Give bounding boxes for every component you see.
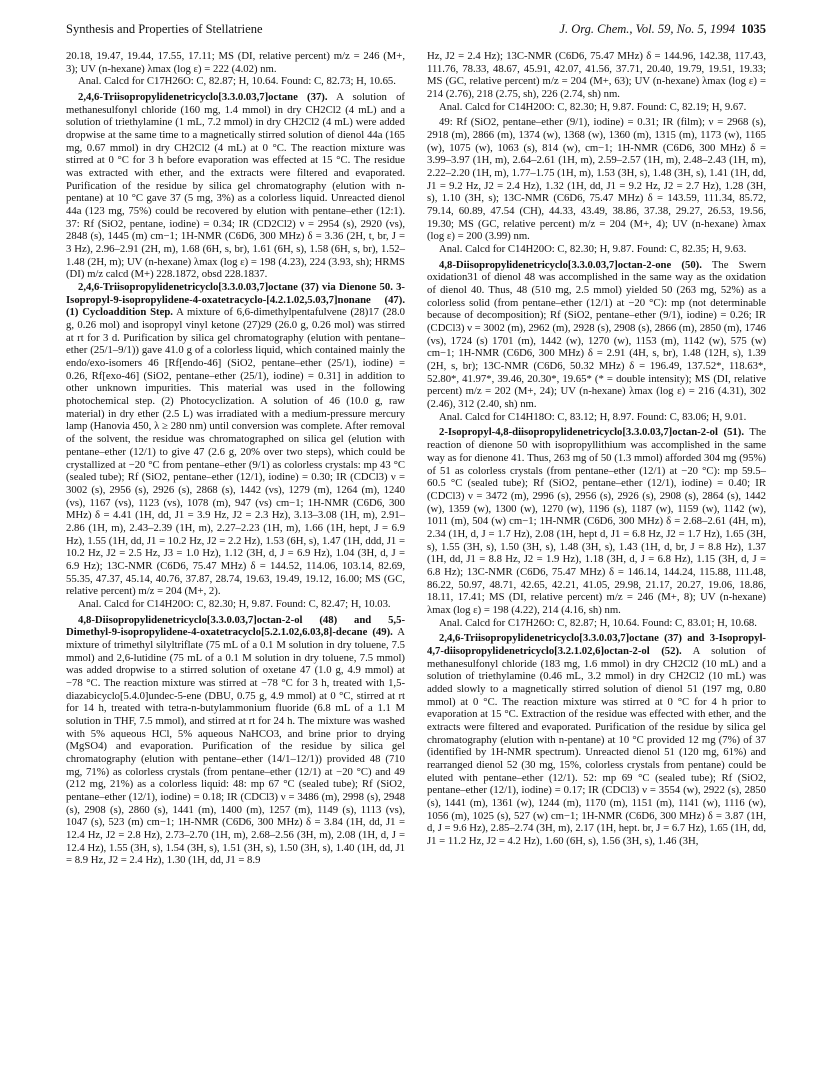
paragraph-text: 49: Rf (SiO2, pentane–ether (9/1), iodine) = 0.31; IR (film); ν = 2968 (s), 2918 (m), 2866 (m), 1374 (w), 1368 (w), 1360 (m), 1315 (m), 1173 (w), 1165 (w), 1075 (w), 1063 (s), 814 (w), cm−1; 1H-NMR (C6D6, 300 MHz) δ = 3.99–3.97 (1H, m), 2.64–2.61 (1H, m), 2.59–2.57 (1H, m), 2.48–2.43 (1H, m), 2.22–2.20 (1H, m), 1.77–1.75 (1H, m), 1.53 (3H, s), 1.48 (3H, s), 1.41 (1H, dd, J1 = 9.2 Hz, J2 = 2.4 Hz), 1.32 (1H, dd, J1 = 9.2 Hz, J2 = 2.7 Hz), 1.28 (3H, s), 1.10 (3H, s); 13C-NMR (C6D6, 75.47 MHz) δ = 143.59, 111.34, 85.72, 79.14, 60.89, 47.54 (CH), 44.33, 43.49, 38.86, 37.38, 29.27, 26.53, 19.56, 19.30; MS (GC, relative percent) m/z = 204 (M+, 4); UV (n-hexane) λmax (log ε) = 200 (3.99) nm. (427, 116, 766, 243)
left-column (66, 50, 405, 867)
paragraph-text: Anal. Calcd for C14H18O: C, 83.12; H, 8.97. Found: C, 83.06; H, 9.01. (439, 410, 747, 423)
elemental-analysis (427, 101, 766, 114)
journal-reference: J. Org. Chem., Vol. 59, No. 5, 1994 (559, 22, 735, 36)
elemental-analysis (427, 617, 766, 630)
elemental-analysis (427, 411, 766, 424)
paragraph-text: A mixture of 6,6-dimethylpentafulvene (28)17 (28.0 g, 0.26 mol) and isopropyl vinyl ketone (27)29 (26.0 g, 0.26 mol) was stirred at rt for 3 d. Purification by silica gel chromatography (elution with pentane–ether (25/1–9/1)) gave 41.0 g of a colorless liquid, which contained mainly the endo/exo-isomers 46 [Rf[endo-46] (SiO2, pentane–ether (25/1), iodine) = 0.26, Rf[exo-46] (SiO2, pentane–ether (25/1), iodine) = 0.31] in addition to other unknown impurities. This material was used in the following photochemical step. (2) Photocyclization. A solution of 46 (10.0 g, raw material) in dry ether (2.5 L) was irradiated with a medium-pressure mercury lamp (Hanovia 450, λ ≥ 280 nm) until conversion was complete. After removal of the solvent, the residue was chromatographed on silica gel (elution with pentane–ether (12/1) to give 47 (2.6 g, 20% over two steps), which could be crystallized at −20 °C from pentane–ether (9/1) as colorless crystals: mp 43 °C (sealed tube); Rf (SiO2, pentane–ether (12/1), iodine) = 0.30; IR (CDCl3) ν = 3002 (s), 2956 (s), 2926 (s), 2868 (s), 1442 (vs), 1279 (m), 1264 (m), 1240 (vs), 1167 (vs), 1123 (vs), 1078 (m), 947 (vs) cm−1; 1H-NMR (C6D6, 300 MHz) δ = 4.41 (1H, dd, J1 = 3.9 Hz, J2 = 2.3 Hz), 3.13–3.08 (1H, m), 2.91–2.86 (1H, m), 2.43–2.39 (1H, m), 2.27–2.23 (1H, m), 1.66 (1H, hept, J = 6.9 Hz), 1.55 (1H, dd, J1 = 10.2 Hz, J2 = 2.2 Hz), 1.53 (6H, s), 1.47 (1H, ddd, J1 = 10.2 Hz, J2 = 2.5 Hz, J3 = 1.0 Hz), 1.12 (3H, d, J = 6.9 Hz), 1.04 (3H, d, J = 6.9 Hz); 13C-NMR (C6D6, 75.47 MHz) δ = 144.52, 114.06, 103.14, 82.69, 55.35, 47.37, 45.14, 40.76, 37.87, 28.74, 19.63, 19.49, 19.12, 16.00; MS (GC, relative percent) m/z = 204 (M+, 2). (66, 306, 405, 598)
compound-heading: 4,8-Diisopropylidenetricyclo[3.3.0.03,7]octan-2-one (50). (439, 258, 702, 271)
paragraph-text: Hz, J2 = 2.4 Hz); 13C-NMR (C6D6, 75.47 MHz) δ = 144.96, 142.38, 117.43, 111.76, 78.33, 48.67, 45.91, 42.07, 41.56, 37.71, 20.40, 19.79, 19.51, 19.33; MS (GC, relative percent) m/z = 204 (M+, 63); UV (n-hexane) λmax (log ε) = 214 (2.76), 218 (2.75, sh), 226 (2.74, sh) nm. (427, 50, 766, 101)
experimental-paragraph (427, 426, 766, 616)
compound-heading: 2-Isopropyl-4,8-diisopropylidenetricyclo[3.3.0.03,7]octan-2-ol (51). (439, 426, 744, 439)
experimental-paragraph (66, 91, 405, 281)
paragraph-text: Anal. Calcd for C14H20O: C, 82.30; H, 9.87. Found: C, 82.35; H, 9.63. (439, 243, 747, 256)
elemental-analysis (66, 598, 405, 611)
paragraph-text: The reaction of dienone 50 with isopropyllithium was accomplished in the same way as for dienone 41. Thus, 263 mg of 50 (1.3 mmol) afforded 304 mg (95%) of 51 as colorless crystals (from pentane–ether (12/1) at −20 °C): mp 59.5–60.5 °C (sealed tube); Rf (SiO2, pentane–ether (12/1), iodine) = 0.40; IR (CDCl3) ν = 3472 (m), 2996 (s), 2956 (s), 2926 (s), 2908 (s), 2864 (s), 1442 (w), 1359 (w), 1300 (w), 1270 (w), 1196 (s), 1187 (w), 1159 (w), 1142 (w), 1011 (m), 504 (w) cm−1; 1H-NMR (C6D6, 300 MHz) δ = 2.68–2.61 (4H, m), 2.34 (1H, d, J = 1.7 Hz), 2.08 (1H, hept d, J1 = 6.8 Hz, J2 = 1.7 Hz), 1.65 (3H, s), 1.55 (3H, s), 1.50 (3H, s), 1.48 (3H, s), 1.43 (1H, d, br, J = 8.8 Hz), 1.37 (1H, dd, J1 = 8.8 Hz, J2 = 1.9 Hz), 1.18 (3H, d, J = 6.8 Hz), 1.15 (3H, d, J = 6.8 Hz); 13C-NMR (C6D6, 75.47 MHz) δ = 146.14, 144.24, 115.88, 111.48, 86.22, 50.97, 48.71, 42.65, 42.21, 41.05, 29.98, 21.17, 20.27, 19.06, 18.86, 18.11, 17.41; MS (DI, relative percent) m/z = 246 (M+, 8); UV (n-hexane) λmax (log ε) = 198 (4.22), 214 (4.16, sh) nm. (427, 426, 766, 616)
elemental-analysis (427, 243, 766, 256)
compound-heading: 4,8-Diisopropylidenetricyclo[3.3.0.03,7]octan-2-ol (48) and 5,5-Dimethyl-9-isopropylidene-4-oxatetracyclo[5.2.1.02,6.03,8]-decane (49). (66, 613, 405, 639)
paragraph-text: Anal. Calcd for C17H26O: C, 82.87; H, 10.64. Found: C, 83.01; H, 10.68. (439, 616, 757, 629)
elemental-analysis (66, 75, 405, 88)
compound-heading: 2,4,6-Triisopropylidenetricyclo[3.3.0.03,7]octane (37). (78, 91, 328, 104)
journal-citation (559, 22, 766, 37)
right-column (427, 50, 766, 848)
compound-heading: 2,4,6-Triisopropylidenetricyclo[3.3.0.03,7]octane (37) via Dienone 50. 3-Isopropyl-9-isopropylidene-4-oxatetracyclo-[4.2.1.02,5.03,7]nonane (47). (1) Cycloaddition Step. (66, 281, 405, 319)
page-number: 1035 (741, 22, 766, 36)
paragraph-text: 20.18, 19.47, 19.44, 17.55, 17.11; MS (DI, relative percent) m/z = 246 (M+, 3); UV (n-hexane) λmax (log ε) = 222 (4.02) nm. (66, 50, 405, 75)
paragraph-text: Anal. Calcd for C14H20O: C, 82.30; H, 9.87. Found: C, 82.47; H, 10.03. (78, 597, 391, 610)
paragraph-text: A mixture of trimethyl silyltriflate (75 mL of a 0.1 M solution in dry toluene, 7.5 mmol) and 2,6-lutidine (75 mL of a 0.1 M solution in dry toluene, 7.5 mmol) was added dropwise to a stirred solution of oxetane 47 (1.0 g, 4.9 mmol) at −78 °C. The reaction mixture was stirred at −78 °C for 3 h, treated with 1,5-diazabicyclo[5.4.0]undec-5-ene (DBU, 0.75 g, 4.9 mmol) at 0 °C, stirred at rt for 14 h, treated with tetra-n-butylammonium fluoride (6.8 mL of a 1.1 M solution in THF, 7.5 mmol), and stirred at rt for 24 h. The mixture was washed with 5% aqueous HCl, 5% aqueous NaHCO3, and brine prior to drying (MgSO4) and evaporation. Purification of the residue by silica gel chromatography (elution with pentane–ether (14/1–12/1)) provided 48 (710 mg, 71%) as colorless crystals (from pentane–ether (12/1) at −20 °C) and 49 (212 mg, 21%) as a colorless liquid: 48: mp 67 °C (sealed tube); Rf (SiO2, pentane–ether (12/1), iodine) = 0.18; IR (CDCl3) ν = 3486 (m), 2998 (s), 2948 (s), 2908 (s), 2860 (s), 1441 (m), 1400 (m), 1257 (m), 1149 (s), 1113 (vs), 1047 (s), 523 (m) cm−1; 1H-NMR (C6D6, 300 MHz) δ = 3.84 (1H, dd, J1 = 12.4 Hz, J2 = 2.8 Hz), 2.73–2.70 (1H, m), 2.68–2.56 (3H, m), 2.08 (1H, d, J = 12.4 Hz), 1.55 (3H, s), 1.54 (3H, s), 1.51 (3H, s), 1.50 (3H, s), 1.40 (1H, dd, J1 = 8.9 Hz, J2 = 2.4 Hz), 1.30 (1H, dd, J1 = 8.9 (66, 626, 405, 867)
compound-heading: 2,4,6-Triisopropylidenetricyclo[3.3.0.03,7]octane (37) and 3-Isopropyl-4,7-diisopropylidenetricyclo[3.2.1.02,6]octan-2-ol (52). (427, 632, 766, 657)
paragraph-text: A solution of methanesulfonyl chloride (160 mg, 1.4 mmol) in dry CH2Cl2 (4 mL) and a solution of triethylamine (1 mL, 7.2 mmol) in dry CH2Cl2 (4 mL) were added dropwise at the same time to a magnetically stirred solution of dienol 44a (165 mg, 0.67 mmol) in dry CH2Cl2 (4 mL) at 0 °C. The reaction mixture was stirred at 0 °C for 3 h before evaporation was effected at 15 °C. The residue was extracted with ether, and the extracts were filtered and evaporated. Purification of the residue by silica gel chromatography (elution with n-pentane) at 10 °C gave 37 (5 mg, 3%) as a colorless liquid. Unreacted dienol 44a (123 mg, 75%) could be recovered by elution with pentane–ether (12:1). 37: Rf (SiO2, pentane, iodine) = 0.34; IR (CD2Cl2) ν = 2954 (s), 2920 (vs), 2848 (s), 1445 (m) cm−1; 1H-NMR (C6D6, 300 MHz) δ = 3.36 (2H, t, br, J = 3 Hz), 2.96–2.91 (2H, m), 1.68 (6H, s, br), 1.61 (6H, s), 1.58 (6H, s, br), 1.52–1.48 (2H, m); UV (n-hexane) λmax (log ε) = 198 (4.23), 224 (3.93, sh); HRMS (DI) m/z calcd (M+) 228.1872, obsd 228.1837. (66, 91, 405, 281)
paragraph-text: Anal. Calcd for C17H26O: C, 82.87; H, 10.64. Found: C, 82.73; H, 10.65. (78, 75, 396, 88)
paragraph-continuation (66, 50, 405, 75)
paragraph-text: The Swern oxidation31 of dienol 48 was accomplished in the same way as the oxidation of dienol 40. Thus, 48 (510 mg, 2.5 mmol) yielded 50 (263 mg, 52%) as a colorless solid (from pentane–ether (12/1) at −20 °C): mp (not determinable because of decomposition); Rf (SiO2, pentane–ether (9/1), iodine) = 0.26; IR (CDCl3) ν = 3002 (m), 2962 (m), 2928 (s), 2908 (s), 2866 (m), 2850 (m), 1746 (vs), 1724 (s) 1701 (m), 1442 (w), 1270 (w), 1153 (m), 1142 (w), 575 (w) cm−1; 1H-NMR (C6D6, 300 MHz) δ = 2.91 (4H, s, br), 1.48 (12H, s), 1.39 (2H, s, br); 13C-NMR (C6D6, 50.32 MHz) δ = 196.49, 137.52*, 118.63*, 52.80*, 41.97*, 39.46, 20.30*, 19.65* (* = double intensity); MS (DI, relative percent) m/z = 202 (M+, 24); UV (n-hexane) λmax (log ε) = 216 (4.31), 302 (2.46), 312 (2.40, sh) nm. (427, 258, 766, 411)
paragraph-text: Anal. Calcd for C14H20O: C, 82.30; H, 9.87. Found: C, 82.19; H, 9.67. (439, 100, 747, 113)
experimental-paragraph (427, 632, 766, 847)
experimental-paragraph (427, 116, 766, 243)
experimental-paragraph (427, 259, 766, 411)
experimental-paragraph (66, 614, 405, 867)
paragraph-text: A solution of methanesulfonyl chloride (183 mg, 1.6 mmol) in dry CH2Cl2 (10 mL) and a solution of triethylamine (0.46 mL, 3.2 mmol) in dry CH2Cl2 (10 mL) was added slowly to a magnetically stirred solution of dienol 51 (197 mg, 0.80 mmol) at 0 °C. The reaction mixture was stirred at 0 °C for 4 h prior to evaporation at 15 °C. Extraction of the residue was effected with ether, and the extracts were filtered and evaporated. Purification of the residue by silica gel chromatography (elution with n-pentane) at 10 °C provided 12 mg (7%) of 37 (identified by 1H-NMR spectrum). Unreacted dienol 51 (120 mg, 61%) and rearranged dienol 52 (30 mg, 15%, colorless crystals from pentane) could be eluted with pentane–ether (12/1). 52: mp 69 °C (sealed tube); Rf (SiO2, pentane–ether (12/1), iodine) = 0.17; IR (CDCl3) ν = 3554 (w), 2922 (s), 2850 (s), 1441 (m), 1361 (w), 1244 (m), 1170 (m), 1151 (m), 1141 (w), 1116 (w), 1056 (m), 1025 (s), 527 (w) cm−1; 1H-NMR (C6D6, 300 MHz) δ = 3.87 (1H, d, J = 9.6 Hz), 2.85–2.74 (3H, m), 2.17 (1H, hept. br, J = 6.7 Hz), 1.65 (1H, dd, J1 = 11.2 Hz, J2 = 4.2 Hz), 1.60 (6H, s), 1.56 (3H, s), 1.46 (3H, (427, 644, 766, 847)
paragraph-continuation (427, 50, 766, 101)
running-title: Synthesis and Properties of Stellatriene (66, 22, 263, 36)
experimental-paragraph (66, 281, 405, 598)
page-header (66, 22, 766, 38)
